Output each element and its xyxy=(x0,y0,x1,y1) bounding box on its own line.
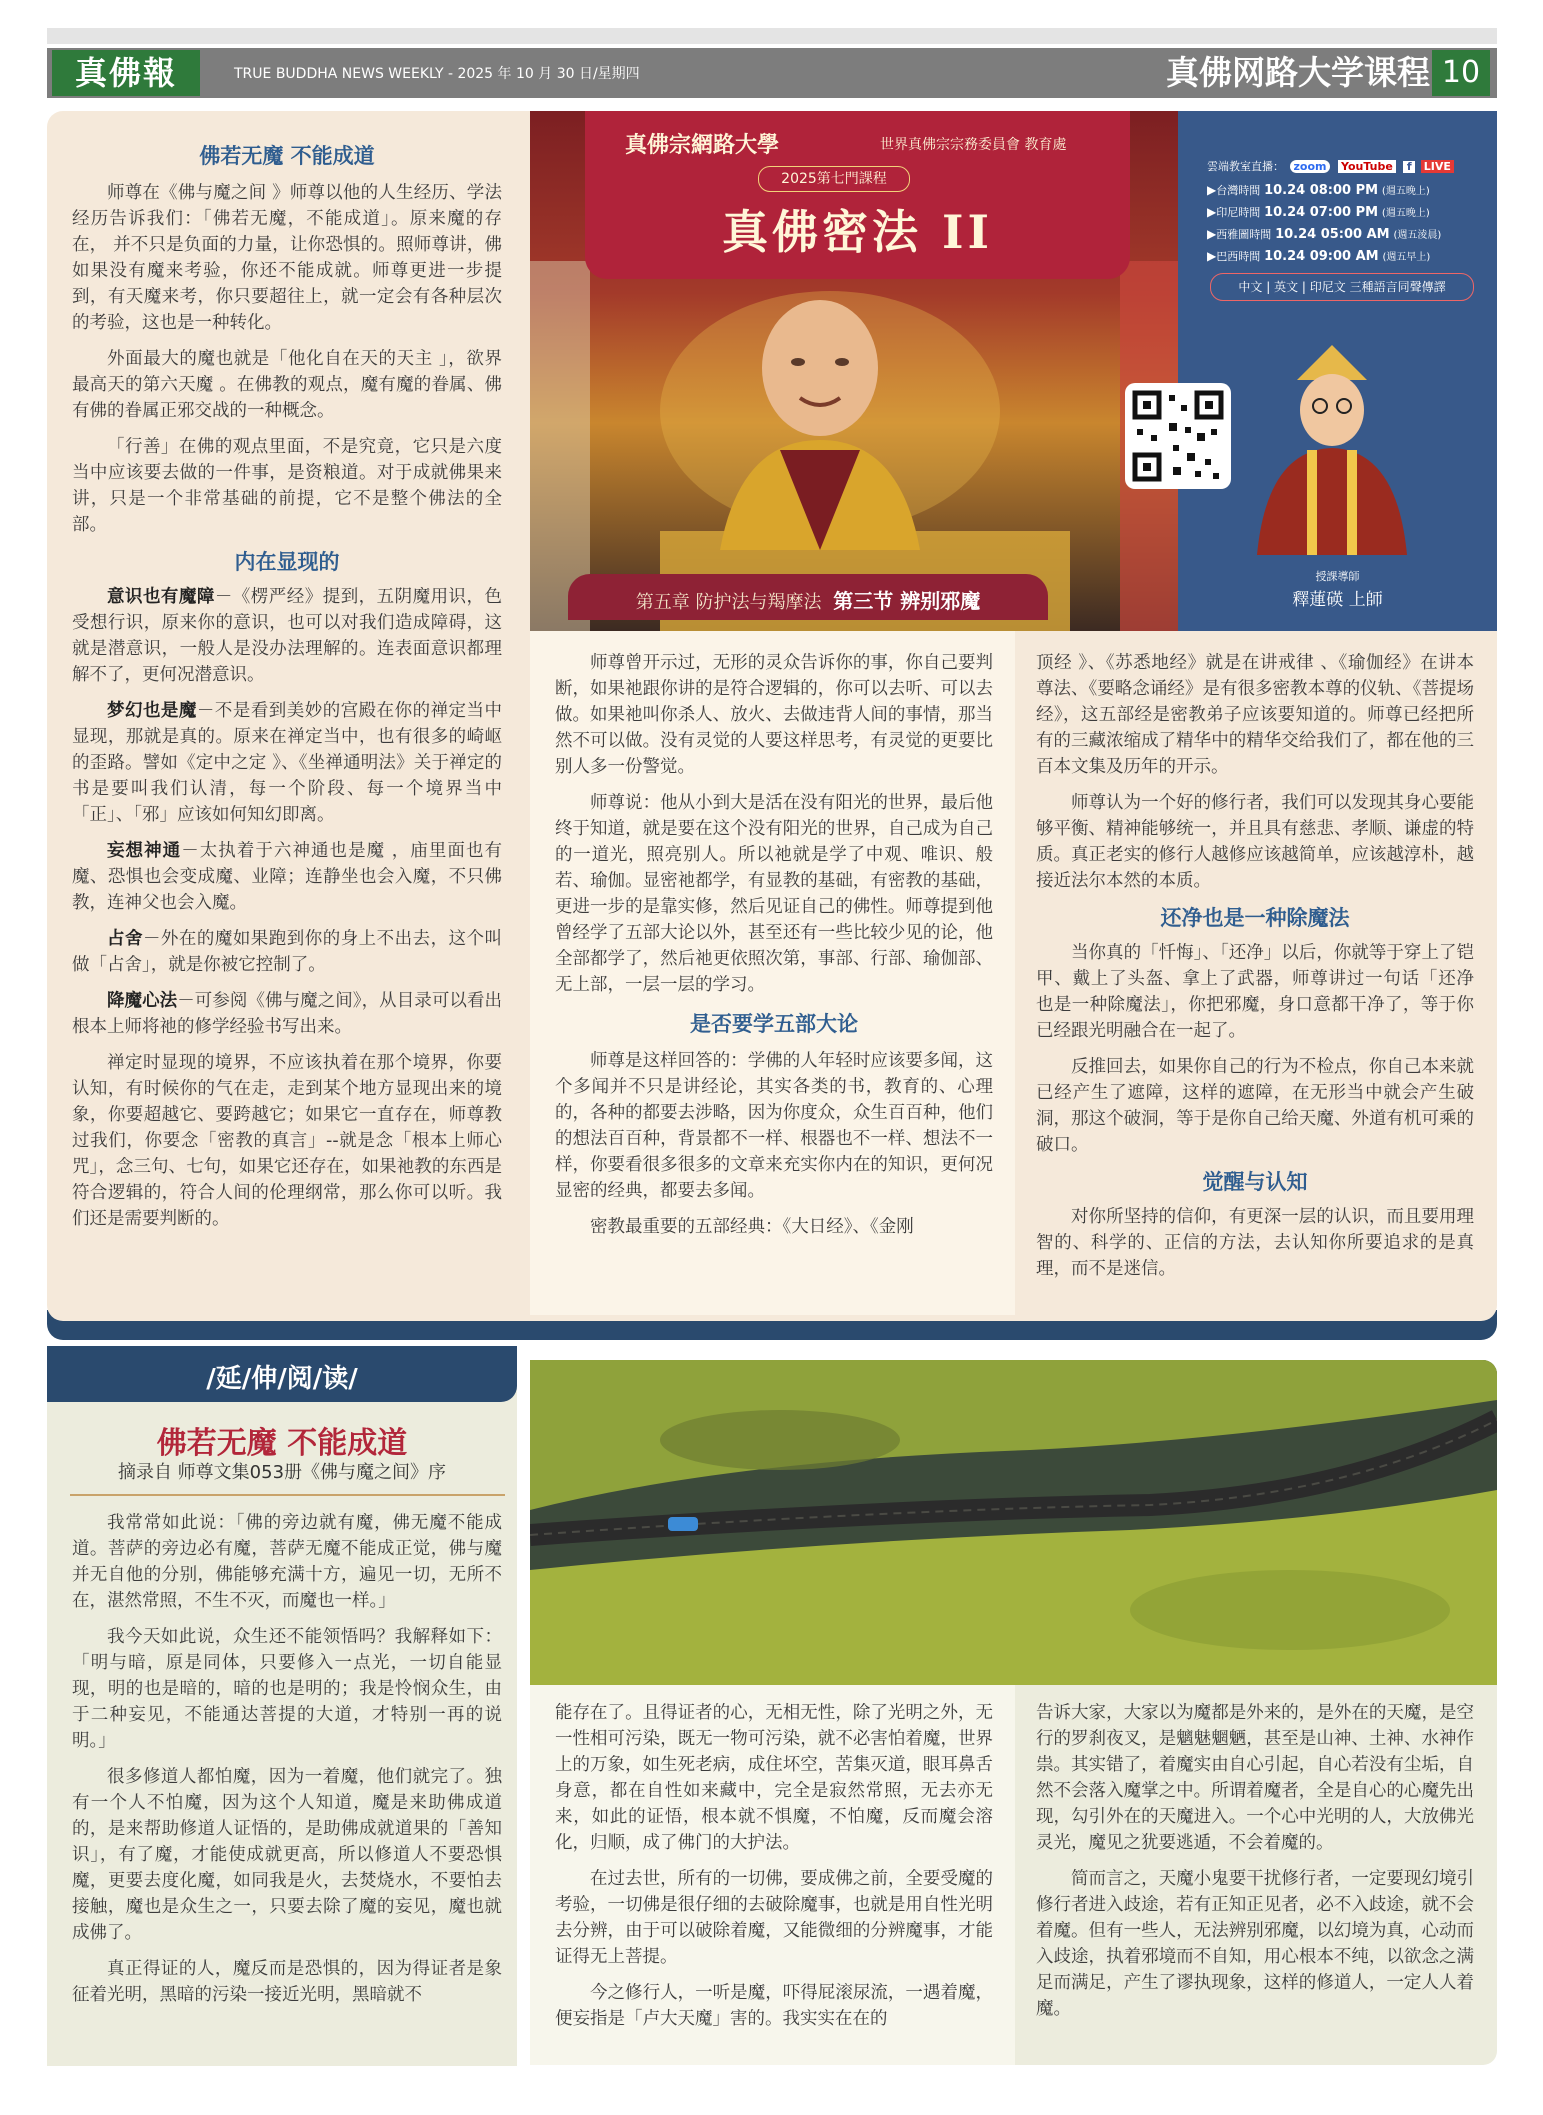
course-badge: 2025第七門課程 xyxy=(758,166,910,192)
column1-heading1: 佛若无魔 不能成道 xyxy=(199,143,375,168)
schedule-row: ▶印尼時間 10.24 07:00 PM (週五晚上) xyxy=(1207,205,1430,220)
page-number: 10 xyxy=(1432,50,1490,96)
paragraph xyxy=(72,838,502,916)
master-portrait xyxy=(700,290,940,550)
column2-heading: 是否要学五部大论 xyxy=(690,1011,858,1036)
paragraph: 我今天如此说，众生还不能领悟吗？我解释如下：「明与暗，原是同体，只要修入一点光，一切自能显现，明的也是暗的，暗的也是明的；我是怜悯众生，由于二种妄见，不能通达菩提的大道，才特别一再的说明。」 xyxy=(72,1627,502,1751)
chapter-label xyxy=(568,585,1048,614)
extended-reading-label: /延/伸/阅/读/ xyxy=(206,1364,358,1394)
paragraph: 当你真的「忏悔」、「还净」以后，你就等于穿上了铠甲、戴上了头盔、拿上了武器，师尊讲过一句话「还净 也是一种除魔法」，你把邪魔，身口意都干净了，等于你已经跟光明融合在一起了。 xyxy=(1036,943,1474,1041)
course-title: 真佛密法 II xyxy=(721,205,994,259)
article-column-2 xyxy=(555,650,993,1240)
university-name: 真佛宗網路大學 xyxy=(625,132,780,158)
committee-name: 世界真佛宗宗務委員會 教育處 xyxy=(880,137,1067,153)
paragraph: 师尊认为一个好的修行者，我们可以发现其身心要能够平衡、精神能够统一，并且具有慈悲、孝顺、谦虚的特质。真正老实的修行人越修应该越简单，应该越淳朴，越接近法尔本然的本质。 xyxy=(1036,793,1474,891)
term-text: －太执着于六神通也是魔 ，庙里面也有魔、恐惧也会变成魔、业障；连静坐也会入魔，不只佛教，连神父也会入魔。 xyxy=(72,841,503,913)
paragraph xyxy=(72,988,502,1040)
column3-heading2: 觉醒与认知 xyxy=(1202,1169,1308,1194)
article-column-3 xyxy=(1036,650,1474,1282)
paragraph: 「行善」在佛的观点里面，不是究竟，它只是六度当中应该要去做的一件事，是资粮道。对于成就佛果来讲，只是一个非常基础的前提，它不是整个佛法的全部。 xyxy=(72,437,502,535)
schedule-list xyxy=(1207,180,1487,268)
youtube-badge: YouTube xyxy=(1338,160,1396,173)
zoom-badge: zoom xyxy=(1290,160,1331,173)
term-label: 意识也有魔障 xyxy=(107,587,215,607)
paragraph: 我常常如此说：「佛的旁边就有魔，佛无魔不能成道。菩萨的旁边必有魔，菩萨无魔不能成正觉，佛与魔并无自他的分别，佛能够充满十方，遍见一切，无所不在，湛然常照，不生不灭，而魔也一样。」 xyxy=(72,1513,502,1611)
teacher-name: 釋蓮碤 上師 xyxy=(1292,590,1383,610)
schedule-row: ▶巴西時間 10.24 09:00 AM (週五早上) xyxy=(1207,249,1431,264)
schedule-row: ▶西雅圖時間 10.24 05:00 AM (週五淩晨) xyxy=(1207,227,1442,242)
article-column-1 xyxy=(72,140,502,1232)
term-text: －不是看到美妙的宫殿在你的禅定当中显现，那就是真的。原来在禅定当中，也有很多的崎岖的歪路。譬如《定中之定 》、《坐禅通明法》关于禅定的书是要叫我们认清，每一个阶段、每一个境界当中「正」、「邪」应该如何知幻即离。 xyxy=(72,701,503,825)
paragraph: 真正得证的人，魔反而是恐惧的，因为得证者是象征着光明，黑暗的污染一接近光明，黑暗就不 xyxy=(72,1959,502,2005)
paragraph: 密教最重要的五部经典：《大日经》、《金刚 xyxy=(590,1217,914,1237)
schedule-row: ▶台灣時間 10.24 08:00 PM (週五晚上) xyxy=(1207,183,1430,198)
term-text: －可参阅《佛与魔之间》，从目录可以看出根本上师将祂的修学经验书写出来。 xyxy=(72,991,503,1037)
extended-column-2 xyxy=(555,1700,993,2032)
paragraph xyxy=(72,584,502,688)
term-label: 占舍 xyxy=(107,929,143,949)
qr-code xyxy=(1125,383,1231,489)
chapter-name: 第五章 防护法与羯摩法 xyxy=(635,592,822,613)
section-title: 真佛网路大学课程 xyxy=(1166,53,1430,92)
extended-reading-title: 佛若无魔 不能成道 xyxy=(156,1426,408,1461)
landscape-photo xyxy=(530,1360,1497,1685)
term-label: 梦幻也是魔 xyxy=(107,701,197,721)
broadcast-label: 雲端教室直播： xyxy=(1207,160,1284,173)
masthead-text: TRUE BUDDHA NEWS WEEKLY - 2025 年 10 月 30 日/星期四 xyxy=(234,66,640,82)
broadcast-header xyxy=(1207,158,1454,174)
paragraph: 今之修行人，一听是魔，吓得屁滚尿流，一遇着魔，便妄指是「卢大天魔」害的。我实实在在的 xyxy=(555,1983,993,2029)
paragraph: 反推回去，如果你自己的行为不检点，你自己本来就已经产生了遮障，这样的遮障，在无形当中就会产生破洞，那这个破洞，等于是你自己给天魔、外道有机可乘的破口。 xyxy=(1036,1057,1474,1155)
term-text: －《楞严经》提到，五阴魔用识，色受想行识，原来你的意识，也可以对我们造成障碍，这就是潜意识，一般人是没办法理解的。连表面意识都理解不了，更何况潜意识。 xyxy=(72,587,503,685)
top-rule xyxy=(47,28,1497,44)
column3-heading1: 还净也是一种除魔法 xyxy=(1160,905,1350,930)
paragraph xyxy=(72,926,502,978)
paragraph: 在过去世，所有的一切佛，要成佛之前，全要受魔的考验，一切佛是很仔细的去破除魔事，也就是用自性光明去分辨，由于可以破除着魔，又能微细的分辨魔事，才能证得无上菩提。 xyxy=(555,1869,993,1967)
paragraph: 对你所坚持的信仰，有更深一层的认识，而且要用理智的、科学的、正信的方法，去认知你所要追求的是真理，而不是迷信。 xyxy=(1036,1207,1474,1279)
extended-reading-source: 摘录自 师尊文集053册《佛与魔之间》序 xyxy=(117,1462,447,1483)
paragraph: 师尊曾开示过，无形的灵众告诉你的事，你自己要判断，如果祂跟你讲的是符合逻辑的，你可以去听、可以去做。如果祂叫你杀人、放火、去做违背人间的事情，那当然不可以做。没有灵觉的人要这样思考，有灵觉的更要比别人多一份警觉。 xyxy=(555,653,993,777)
term-text: －外在的魔如果跑到你的身上不出去，这个叫做「占舍」，就是你被它控制了。 xyxy=(72,929,502,975)
extended-column-3 xyxy=(1036,1700,1474,2022)
car-icon xyxy=(668,1517,698,1531)
paragraph: 禅定时显现的境界，不应该执着在那个境界，你要认知，有时候你的气在走，走到某个地方显现出来的境象，你要超越它、要跨越它；如果它一直存在，师尊教过我们，你要念「密教的真言」--就是念「根本上师心咒」，念三句、七句，如果它还存在，如果祂教的东西是符合逻辑的，符合人间的伦理纲常，那么你可以听。我们还是需要判断的。 xyxy=(72,1053,502,1229)
teacher-role: 授課導師 xyxy=(1315,570,1360,583)
paragraph: 顶经 》、《苏悉地经》就是在讲戒律 、《瑜伽经》在讲本尊法、《要略念诵经》是有很多密教本尊的仪轨、《菩提场经》，这五部经是密教弟子应该要知道的。师尊已经把所有的三藏浓缩成了精华中的精华交给我们了，都在他的三百本文集及历年的开示。 xyxy=(1036,653,1474,777)
teacher-portrait xyxy=(1252,340,1412,555)
paragraph: 师尊在《佛与魔之间 》师尊以他的人生经历、学法经历告诉我们：「佛若无魔，不能成道」。原来魔的存在， 并不只是负面的力量，让你恐惧的。照师尊讲，佛如果没有魔来考验，你还不能成就。师尊更进一步提到，有天魔来考，你只要超往上，就一定会有各种层次的考验，这也是一种转化。 xyxy=(72,183,502,333)
paragraph xyxy=(72,698,502,828)
term-label: 降魔心法 xyxy=(107,991,178,1011)
live-badge: LIVE xyxy=(1421,160,1454,173)
column1-heading2: 内在显现的 xyxy=(234,549,340,574)
languages-pill: 中文 | 英文 | 印尼文 三種語言同聲傳譯 xyxy=(1210,273,1474,301)
term-label: 妄想神通 xyxy=(107,841,182,861)
paragraph: 能存在了。且得证者的心，无相无性，除了光明之外，无一性相可污染，既无一物可污染，就不必害怕着魔，世界上的万象，如生死老病，成住坏空，苦集灭道，眼耳鼻舌身意，都在自性如来藏中，完全是寂然常照，无去亦无来，如此的证悟，根本就不惧魔，不怕魔，反而魔会溶化，归顺，成了佛门的大护法。 xyxy=(555,1703,993,1853)
paragraph: 很多修道人都怕魔，因为一着魔，他们就完了。独有一个人不怕魔，因为这个人知道，魔是来助佛成道的，是来帮助修道人证悟的，是助佛成就道果的「善知识」，有了魔，才能使成就更高，所以修道人不要恐惧魔，更要去度化魔，如同我是火，去焚烧水，不要怕去接触，魔也是众生之一，只要去除了魔的妄见，魔也就成佛了。 xyxy=(72,1767,502,1943)
section-name: 第三节 辨别邪魔 xyxy=(833,589,981,613)
qr-code-icon xyxy=(1125,383,1231,489)
newspaper-logo: 真佛報 xyxy=(74,54,177,92)
extended-column-1 xyxy=(72,1510,502,2008)
paragraph: 师尊说：他从小到大是活在没有阳光的世界，最后他终于知道，就是要在这个没有阳光的世界，自己成为自己的一道光，照亮别人。所以祂就是学了中观、唯识、般若、瑜伽。显密祂都学，有显教的基础，有密教的基础，更进一步的是靠实修，然后见证自己的佛性。师尊提到他曾经学了五部大论以外，甚至还有一些比较少见的论，他全部都学了，然后祂更依照次第，事部、行部、瑜伽部、无上部，一层一层的学习。 xyxy=(555,793,993,995)
paragraph: 告诉大家，大家以为魔都是外来的，是外在的天魔，是空行的罗刹夜叉，是魑魅魍魉，甚至是山神、土神、水神作祟。其实错了，着魔实由自心引起，自心若没有尘垢，自然不会落入魔掌之中。所谓着魔者，全是自心的心魔先出现，勾引外在的天魔进入。一个心中光明的人，大放佛光灵光，魔见之犹要逃遁，不会着魔的。 xyxy=(1036,1703,1474,1853)
paragraph: 师尊是这样回答的：学佛的人年轻时应该要多闻，这个多闻并不只是讲经论，其实各类的书，教育的、心理的，各种的都要去涉略，因为你度众，众生百百种，他们的想法百百种，背景都不一样、根器也不一样、想法不一样，你要看很多很多的文章来充实你内在的知识，更何况显密的经典，都要去多闻。 xyxy=(555,1051,993,1201)
paragraph: 简而言之，天魔小鬼要干扰修行者，一定要现幻境引修行者进入歧途，若有正知正见者，必不入歧途，就不会着魔。但有一些人，无法辨别邪魔，以幻境为真，心动而入歧途，执着邪境而不自知，用心根本不纯，以欲念之满足而满足，产生了谬执现象，这样的修道人，一定人人着魔。 xyxy=(1036,1869,1474,2019)
paragraph: 外面最大的魔也就是「他化自在天的天主 」，欲界最高天的第六天魔 。在佛教的观点，魔有魔的眷属、佛有佛的眷属正邪交战的一种概念。 xyxy=(72,349,502,421)
facebook-icon: f xyxy=(1403,161,1415,173)
divider xyxy=(70,1494,505,1496)
